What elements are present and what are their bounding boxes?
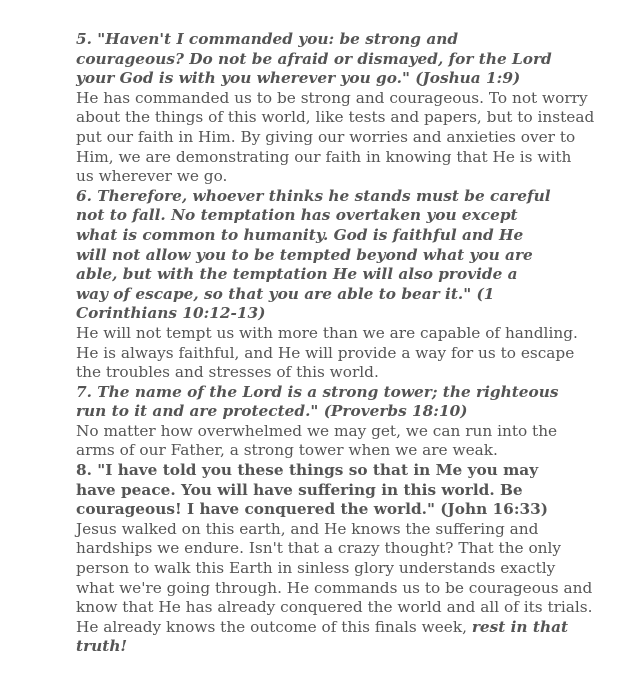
commentary-8-text: He already knows the outcome of this finals week, <box>76 617 467 636</box>
commentary-7-line: arms of our Father, a strong tower when we are weak. <box>76 441 498 460</box>
commentary-6-line: He will not tempt us with more than we are capable of handling. <box>76 323 578 342</box>
emphasis-text: rest in that <box>471 617 569 636</box>
commentary-5-line: about the things of this world, like tests and papers, but to instead <box>76 108 595 127</box>
commentary-6-line: the troubles and stresses of this world. <box>76 363 379 382</box>
verse-8-line: have peace. You will have suffering in this world. Be <box>76 480 523 499</box>
commentary-6-line: He is always faithful, and He will provide a way for us to escape <box>76 343 575 362</box>
commentary-5-line: He has commanded us to be strong and courageous. To not worry <box>76 88 588 107</box>
verse-7-line: run to it and are protected." (Proverbs 18:10) <box>76 402 468 421</box>
verse-7-line: 7. The name of the Lord is a strong tower; the righteous <box>76 382 559 401</box>
verse-6-line: what is common to humanity. God is faithful and He <box>76 225 524 244</box>
verse-6-line: not to fall. No temptation has overtaken you except <box>76 206 518 225</box>
document-page <box>76 30 595 657</box>
commentary-8-line: hardships we endure. Isn't that a crazy thought? That the only <box>76 539 562 558</box>
verse-6-line: will not allow you to be tempted beyond what you are <box>76 245 533 264</box>
commentary-8-line: what we're going through. He commands us to be courageous and <box>76 578 593 597</box>
verse-5-line: your God is with you wherever you go." (Joshua 1:9) <box>76 69 521 88</box>
verse-6-line: Corinthians 10:12-13) <box>76 304 266 323</box>
commentary-5-line: us wherever we go. <box>76 167 228 186</box>
verse-5-line: 5. "Haven't I commanded you: be strong and <box>76 30 459 48</box>
commentary-8-line: Jesus walked on this earth, and He knows the suffering and <box>76 519 539 538</box>
commentary-8-line <box>76 618 576 638</box>
verse-8-line: courageous! I have conquered the world." (John 16:33) <box>76 500 548 519</box>
commentary-7-line: No matter how overwhelmed we may get, we can run into the <box>76 421 558 440</box>
commentary-5-line: put our faith in Him. By giving our worries and anxieties over to <box>76 127 576 146</box>
verse-6-line: 6. Therefore, whoever thinks he stands must be careful <box>76 186 551 205</box>
verse-8-line: 8. "I have told you these things so that in Me you may <box>76 461 539 480</box>
commentary-8-line: know that He has already conquered the world and all of its trials. <box>76 598 593 617</box>
commentary-8-line: person to walk this Earth in sinless glory understands exactly <box>76 559 556 578</box>
verse-6-line: way of escape, so that you are able to bear it." (1 <box>76 284 495 303</box>
verse-6-line: able, but with the temptation He will also provide a <box>76 265 518 284</box>
commentary-5-line: Him, we are demonstrating our faith in knowing that He is with <box>76 147 572 166</box>
emphasis-text-end: truth! <box>76 637 128 656</box>
verse-5-line: courageous? Do not be afraid or dismayed, for the Lord <box>76 49 552 68</box>
